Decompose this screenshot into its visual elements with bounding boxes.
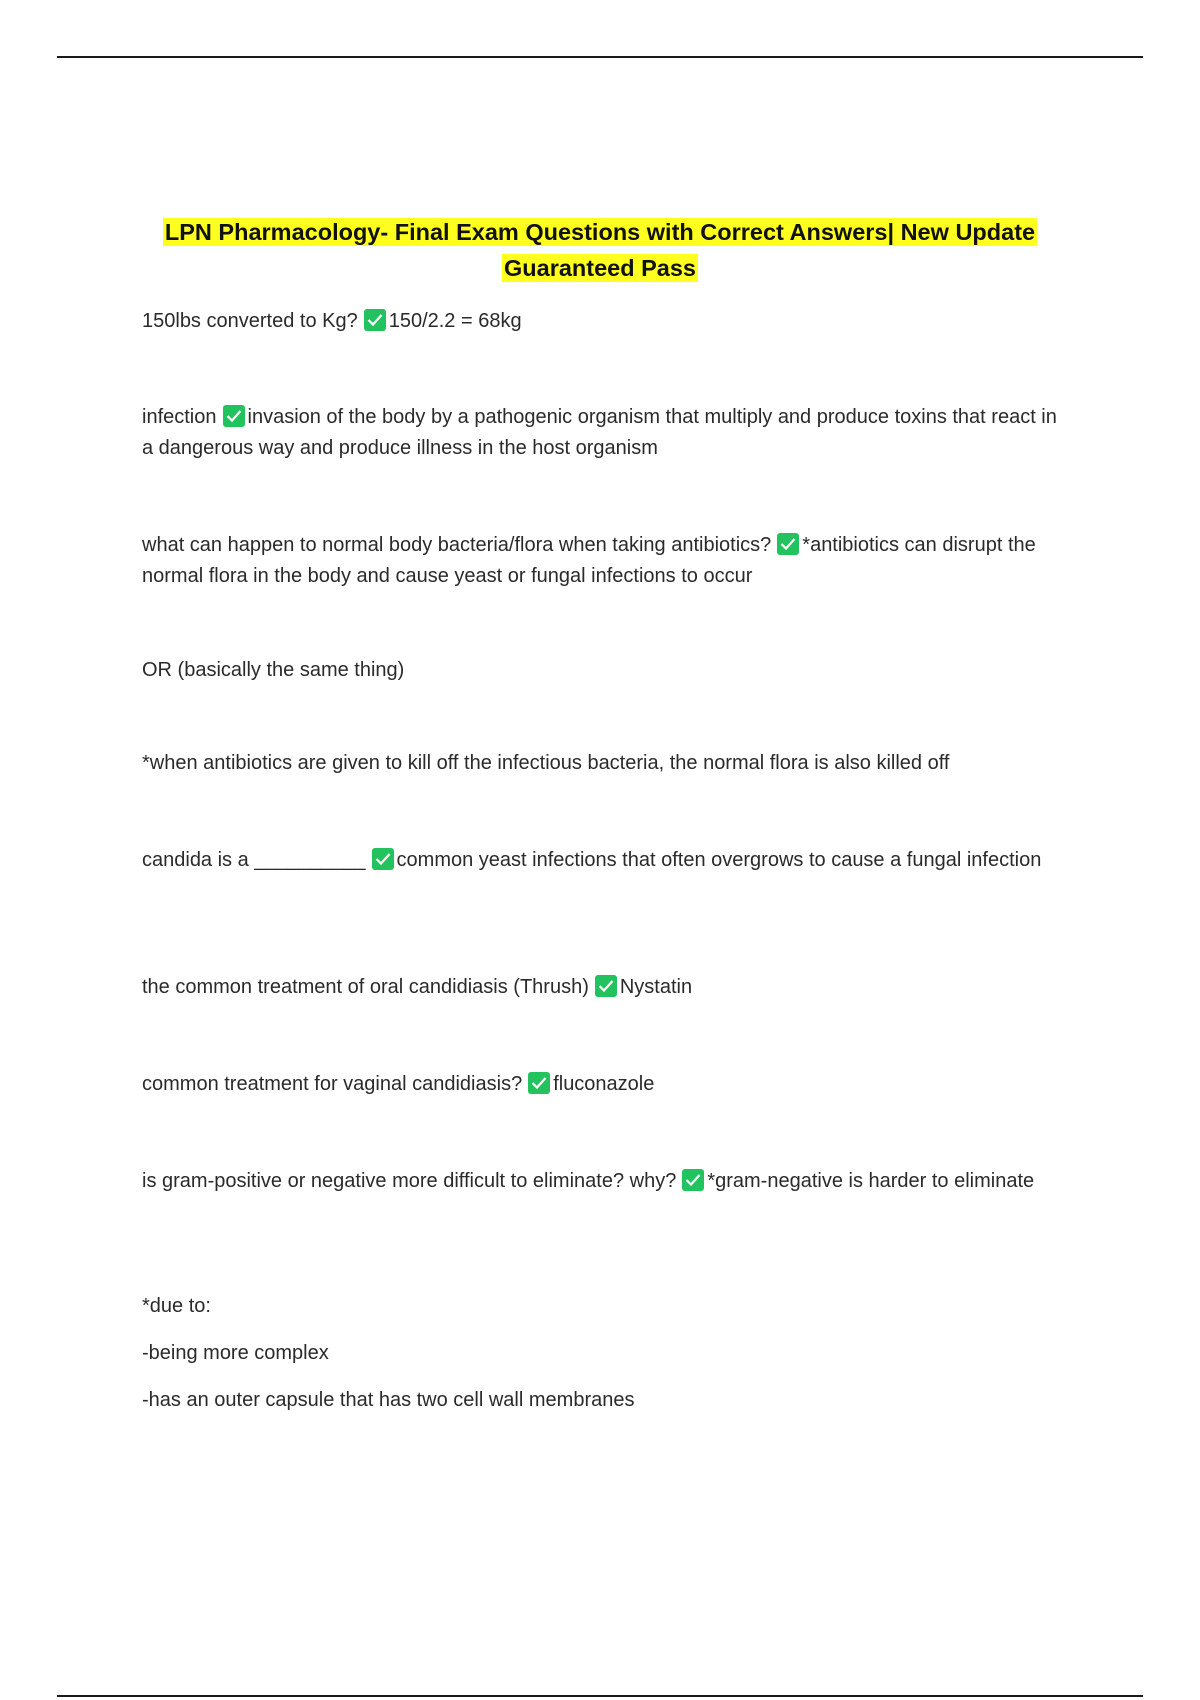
qa-item-2	[142, 402, 1062, 464]
qa-item-3	[142, 530, 1062, 592]
antibiotics-note: *when antibiotics are given to kill off the infectious bacteria, the normal flora is also killed off	[142, 752, 950, 774]
qa-item-6	[142, 1069, 1062, 1100]
or-note: OR (basically the same thing)	[142, 659, 405, 681]
answer-text: *gram-negative is harder to eliminate	[707, 1170, 1035, 1192]
checkmark-icon	[364, 309, 386, 331]
answer-text: invasion of the body by a pathogenic organism that multiply and produce toxins that react in a dangerous way and produce illness in the host organism	[142, 406, 1057, 459]
answer-text: common yeast infections that often overgrows to cause a fungal infection	[396, 849, 1042, 871]
question-text: infection	[142, 406, 217, 428]
checkmark-icon	[682, 1169, 704, 1191]
answer-text: *antibiotics can disrupt the normal flora in the body and cause yeast or fungal infections to occur	[142, 534, 1036, 587]
qa-item-5	[142, 972, 1062, 1003]
checkmark-icon	[223, 405, 245, 427]
document-title	[142, 214, 1058, 286]
question-text: is gram-positive or negative more difficult to eliminate? why?	[142, 1170, 677, 1192]
due-to-heading: *due to:	[142, 1295, 211, 1317]
answer-text: 150/2.2 = 68kg	[388, 310, 522, 332]
qa-item-4	[142, 845, 1062, 876]
answer-text: fluconazole	[553, 1073, 655, 1095]
question-text: common treatment for vaginal candidiasis?	[142, 1073, 523, 1095]
reason-item-1: -being more complex	[142, 1342, 329, 1364]
qa-item-1	[142, 306, 1062, 337]
answer-text: Nystatin	[619, 976, 693, 998]
question-text: what can happen to normal body bacteria/flora when taking antibiotics?	[142, 534, 772, 556]
question-text: candida is a __________	[142, 849, 366, 871]
question-text: 150lbs converted to Kg?	[142, 310, 358, 332]
checkmark-icon	[528, 1072, 550, 1094]
checkmark-icon	[372, 848, 394, 870]
title-line-1: LPN Pharmacology- Final Exam Questions with Correct Answers| New Update	[164, 219, 1036, 245]
question-text: the common treatment of oral candidiasis (Thrush)	[142, 976, 589, 998]
bottom-divider	[57, 1695, 1143, 1697]
top-divider	[57, 56, 1143, 58]
reason-item-2: -has an outer capsule that has two cell wall membranes	[142, 1389, 635, 1411]
title-line-2: Guaranteed Pass	[503, 255, 696, 281]
checkmark-icon	[595, 975, 617, 997]
checkmark-icon	[777, 533, 799, 555]
qa-item-7	[142, 1166, 1062, 1197]
